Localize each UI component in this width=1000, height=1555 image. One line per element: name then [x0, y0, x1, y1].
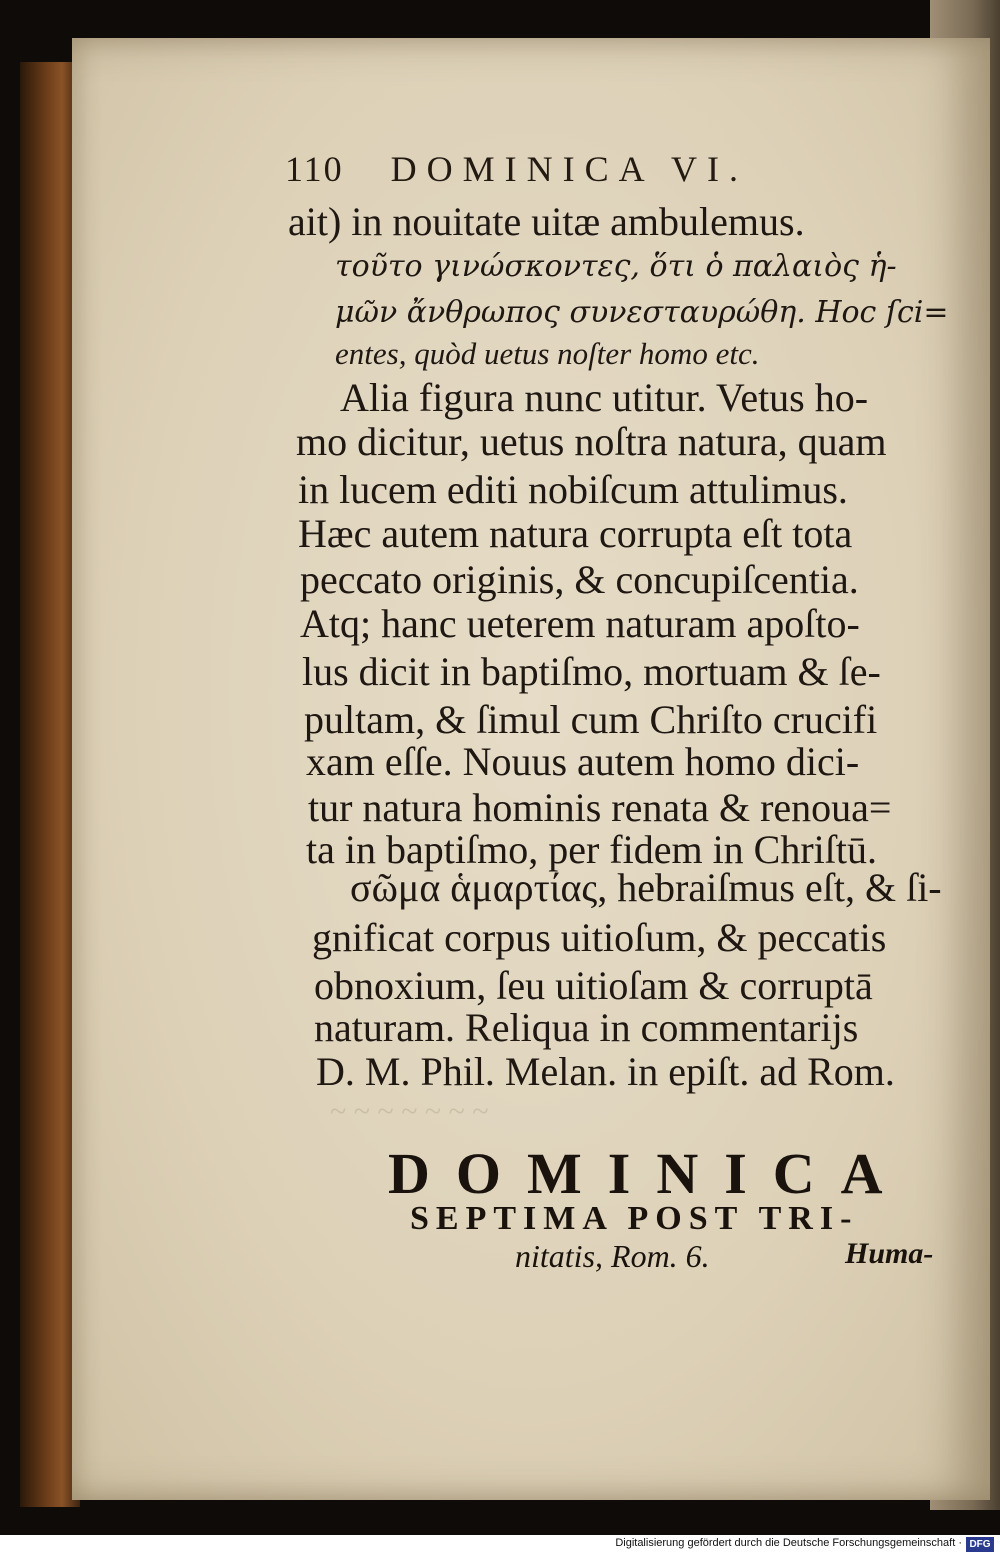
show-through-text: ~ ~ ~ ~ ~ ~ ~: [330, 1095, 489, 1128]
section-subtitle: SEPTIMA POST TRI-: [410, 1200, 859, 1237]
text-line: in lucem editi nobiſcum attulimus.: [298, 467, 848, 512]
running-title: DOMINICA VI.: [390, 149, 749, 189]
text-line: Hæc autem natura corrupta eſt tota: [298, 511, 853, 556]
text-line: ait) in nouitate uitæ ambulemus.: [288, 199, 805, 244]
text-line: gnificat corpus uitioſum, & peccatis: [312, 915, 887, 960]
text-line: mo dicitur, uetus noſtra natura, quam: [296, 419, 887, 464]
text-line: tur natura hominis renata & renoua=: [308, 785, 892, 830]
text-line: lus dicit in baptiſmo, mortuam & ſe-: [302, 649, 881, 694]
footer-bar: [0, 1535, 1000, 1555]
text-line: naturam. Reliqua in commentarijs: [314, 1005, 859, 1050]
text-line: D. M. Phil. Melan. in epiſt. ad Rom.: [316, 1049, 895, 1094]
catchword: Huma-: [845, 1237, 934, 1270]
running-header: [285, 148, 748, 190]
text-line: Alia figura nunc utitur. Vetus ho-: [340, 375, 869, 420]
text-line: Atq; hanc ueterem naturam apoſto-: [300, 601, 860, 646]
page-number: 110: [285, 149, 344, 189]
text-line: ta in baptiſmo, per fidem in Chriſtū.: [306, 827, 878, 872]
section-reference: nitatis, Rom. 6.: [515, 1238, 710, 1274]
text-line: obnoxium, ſeu uitioſam & corruptā: [314, 963, 873, 1008]
book-binding-edge: [20, 62, 80, 1507]
text-line: peccato originis, & concupiſcentia.: [300, 557, 859, 602]
text-line: τοῦτο γινώσκοντες, ὅτι ὁ παλαιὸς ἡ-: [335, 249, 897, 284]
text-line: pultam, & ſimul cum Chriſto crucifi: [304, 697, 878, 742]
text-line: entes, quòd uetus noſter homo etc.: [335, 336, 760, 371]
text-line: σῶμα ἁμαρτίας, hebraiſmus eſt, & ſi-: [350, 865, 942, 910]
dfg-logo: DFG: [966, 1537, 994, 1552]
text-line: μῶν ἄνθρωπος συνεσταυρώθη. Hoc ſci=: [335, 295, 949, 330]
section-title: DOMINICA: [388, 1141, 909, 1206]
funding-credit: Digitalisierung gefördert durch die Deutsche Forschungsgemeinschaft ·: [615, 1537, 962, 1549]
text-line: xam eſſe. Nouus autem homo dici-: [306, 739, 860, 784]
